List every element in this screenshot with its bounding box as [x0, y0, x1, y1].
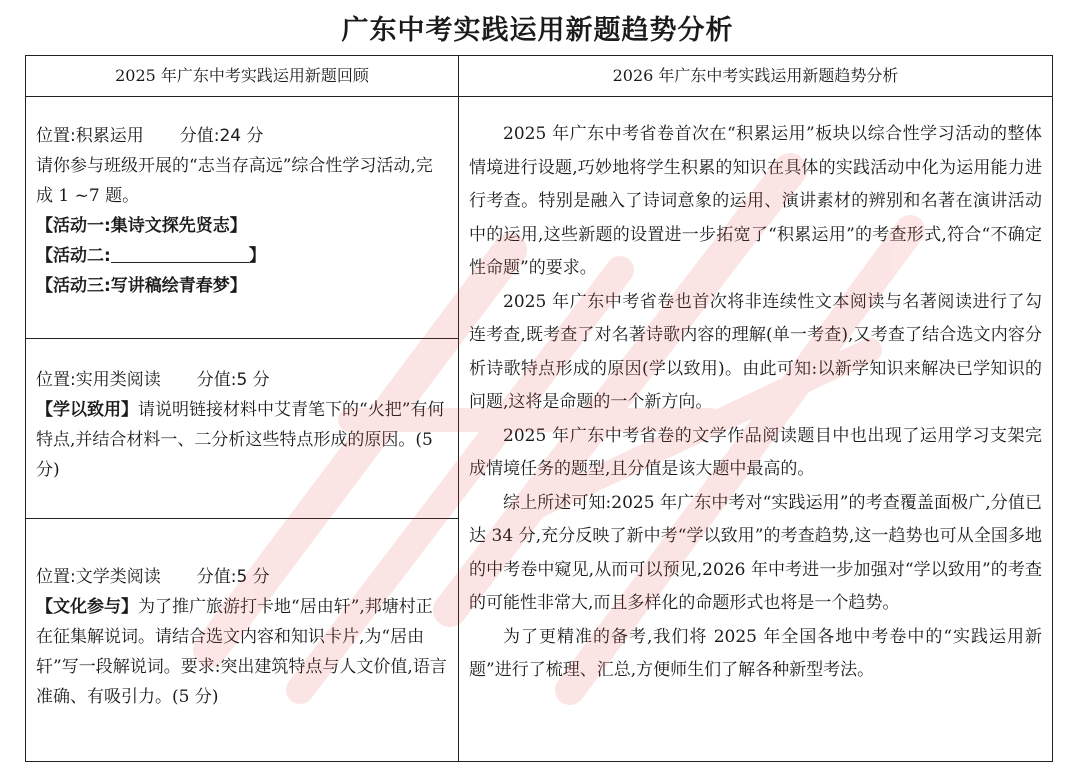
question-body: 请说明链接材料中艾青笔下的“火把”有何特点,并结合材料一、二分析这些特点形成的原因。(5 分) [36, 400, 445, 480]
position-label: 位置:文学类阅读 [36, 567, 161, 587]
position-label: 位置:实用类阅读 [36, 370, 161, 390]
question-text [36, 592, 448, 712]
question-tag: 【文化参与】 [36, 597, 138, 617]
right-column-header: 2026 年广东中考实践运用新题趋势分析 [612, 66, 899, 85]
analysis-paragraph: 2025 年广东中考省卷也首次将非连续性文本阅读与名著阅读进行了勾连考查,既考查了对名著诗歌内容的理解(单一考查),又考查了结合选文内容分析诗歌特点形成的原因(学以致用)。由此可知:以新学知识来解决已学知识的问题,这将是命题的一个新方向。 [469, 291, 1042, 412]
section-instruction: 请你参与班级开展的“志当存高远”综合性学习活动,完成 1 ~7 题。 [36, 156, 433, 206]
review-section-literary-reading [36, 562, 448, 712]
analysis-paragraph: 2025 年广东中考省卷的文学作品阅读题目中也出现了运用学习支架完成情境任务的题型,且分值是该大题中最高的。 [469, 425, 1042, 479]
score-label: 分值:5 分 [196, 567, 270, 587]
activity-two-prefix: 【活动二: [36, 246, 111, 266]
trend-analysis [469, 118, 1042, 688]
column-divider [458, 56, 459, 761]
question-tag: 【学以致用】 [36, 400, 138, 420]
score-label: 分值:24 分 [179, 126, 264, 146]
analysis-paragraph: 2025 年广东中考省卷首次在“积累运用”板块以综合性学习活动的整体情境进行设题,巧妙地将学生积累的知识在具体的实践活动中化为运用能力进行考查。特别是融入了诗词意象的运用、演讲素材的辨别和名著在演讲活动中的运用,这些新题的设置进一步拓宽了“积累运用”的考查形式,符合“不确定性命题”的要求。 [469, 124, 1042, 278]
analysis-paragraph: 为了更精准的备考,我们将 2025 年全国各地中考卷中的“实践运用新题”进行了梳理、汇总,方便师生们了解各种新型考法。 [469, 626, 1042, 680]
activity-two-suffix: 】 [248, 246, 266, 266]
analysis-paragraph: 综上所述可知:2025 年广东中考对“实践运用”的考查覆盖面极广,分值已达 34 分,充分反映了新中考“学以致用”的考查趋势,这一趋势也可从全国多地的中考卷中窥见,从而可以预见,2026 年中考进一步加强对“学以致用”的考查的可能性非常大,而且多样化的命题形式也将是一个趋势。 [469, 492, 1042, 613]
page-title: 广东中考实践运用新题趋势分析 [341, 15, 734, 46]
activity-two [36, 241, 448, 271]
row-divider-1 [26, 338, 458, 339]
activity-two-blank [111, 242, 249, 263]
review-section-practical-reading [36, 365, 448, 485]
review-section-accumulation [36, 121, 448, 301]
position-label: 位置:积累运用 [36, 126, 144, 146]
question-body: 为了推广旅游打卡地“居由轩”,邦塘村正在征集解说词。请结合选文内容和知识卡片,为“居由轩”写一段解说词。要求:突出建筑特点与人文价值,语言准确、有吸引力。(5 分) [36, 597, 447, 707]
row-divider-2 [26, 518, 458, 519]
header-divider [26, 96, 1052, 97]
left-column-header: 2025 年广东中考实践运用新题回顾 [115, 66, 369, 85]
activity-three: 【活动三:写讲稿绘青春梦】 [36, 276, 247, 296]
score-label: 分值:5 分 [196, 370, 270, 390]
question-text [36, 395, 448, 485]
comparison-table [25, 55, 1053, 762]
activity-one: 【活动一:集诗文探先贤志】 [36, 216, 247, 236]
